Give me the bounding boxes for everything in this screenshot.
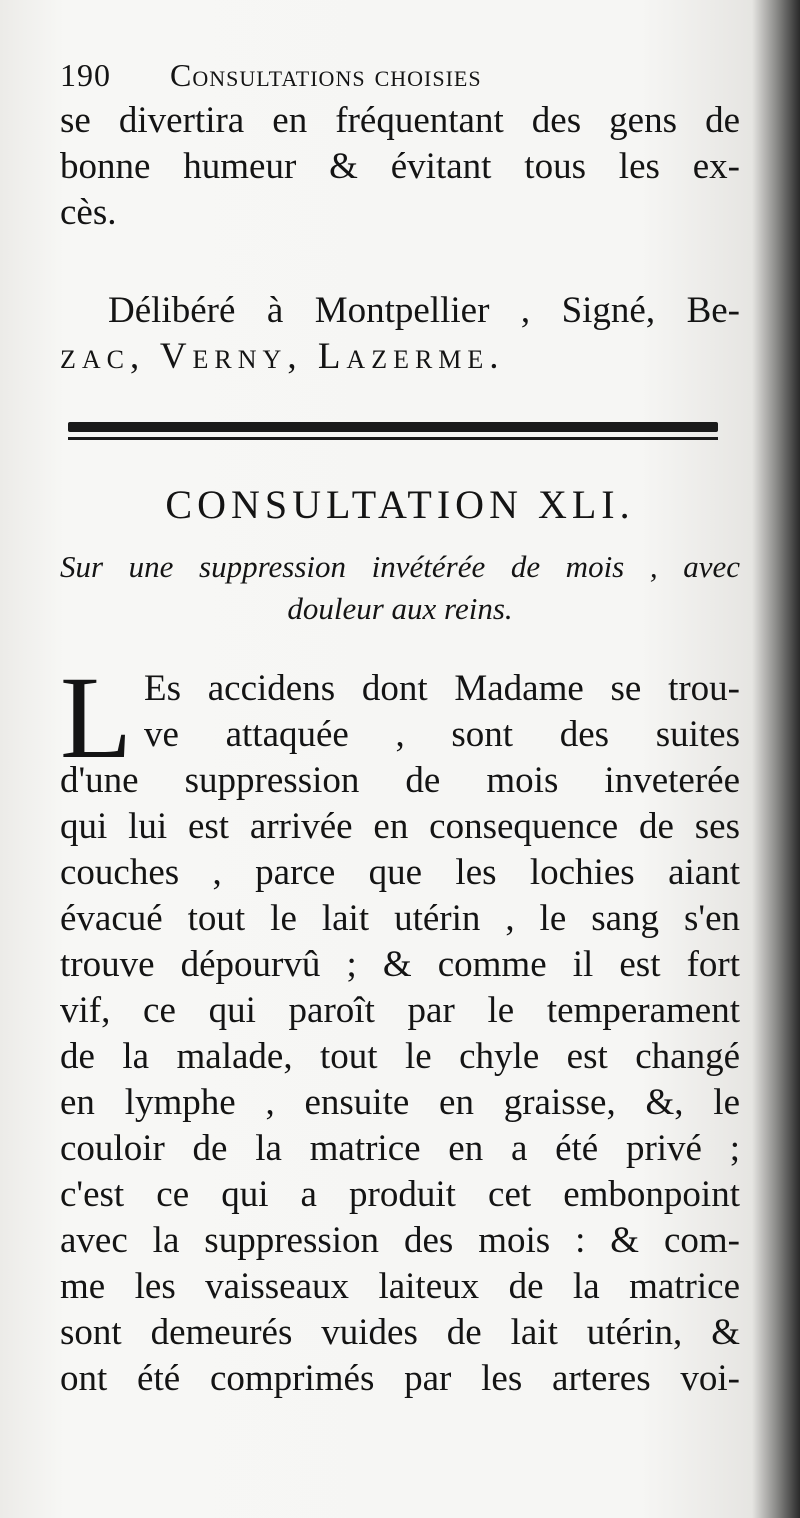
subtitle-line: Sur une suppression invétérée de mois , avec — [60, 549, 740, 584]
continuation-paragraph — [60, 98, 740, 236]
text-line: en lymphe , ensuite en graisse, &, le — [60, 1082, 740, 1123]
text-line: ve attaquée , sont des suites — [144, 714, 740, 755]
text-line: qui lui est arrivée en consequence de ses — [60, 806, 740, 847]
thin-rule — [68, 437, 718, 440]
text-line: ont été comprimés par les arteres voi- — [60, 1358, 740, 1399]
text-line: bonne humeur & évitant tous les ex- — [60, 146, 740, 187]
consultation-subtitle — [60, 546, 740, 630]
signature-names: zac, Verny, Lazerme. — [60, 336, 505, 377]
text-line: couches , parce que les lochies aiant — [60, 852, 740, 893]
subtitle-line: douleur aux reins. — [287, 591, 513, 626]
running-header — [60, 52, 740, 98]
thick-rule — [68, 422, 718, 432]
double-rule-divider — [68, 418, 718, 444]
consultation-heading: CONSULTATION XLI. — [165, 482, 635, 527]
consultation-body — [60, 666, 740, 1402]
text-line: de la malade, tout le chyle est changé — [60, 1036, 740, 1077]
running-title: Consultations choisies — [170, 57, 482, 93]
text-line: couloir de la matrice en a été privé ; — [60, 1128, 740, 1169]
text-line: sont demeurés vuides de lait utérin, & — [60, 1312, 740, 1353]
text-line: cès. — [60, 192, 117, 233]
page-content — [60, 52, 740, 1402]
signature-block — [60, 288, 740, 380]
page-number: 190 — [60, 57, 111, 93]
drop-cap: L — [60, 670, 133, 770]
signature-line: Délibéré à Montpellier , Signé, Be- — [108, 290, 740, 331]
text-line: Es accidens dont Madame se trou- — [144, 668, 740, 709]
text-line: me les vaisseaux laiteux de la matrice — [60, 1266, 740, 1307]
text-line: vif, ce qui paroît par le temperament — [60, 990, 740, 1031]
text-line: trouve dépourvû ; & comme il est fort — [60, 944, 740, 985]
text-line: avec la suppression des mois : & com- — [60, 1220, 740, 1261]
text-line: se divertira en fréquentant des gens de — [60, 100, 740, 141]
text-line: c'est ce qui a produit cet embonpoint — [60, 1174, 740, 1215]
text-line: évacué tout le lait utérin , le sang s'en — [60, 898, 740, 939]
text-line: d'une suppression de mois inveterée — [60, 760, 740, 801]
